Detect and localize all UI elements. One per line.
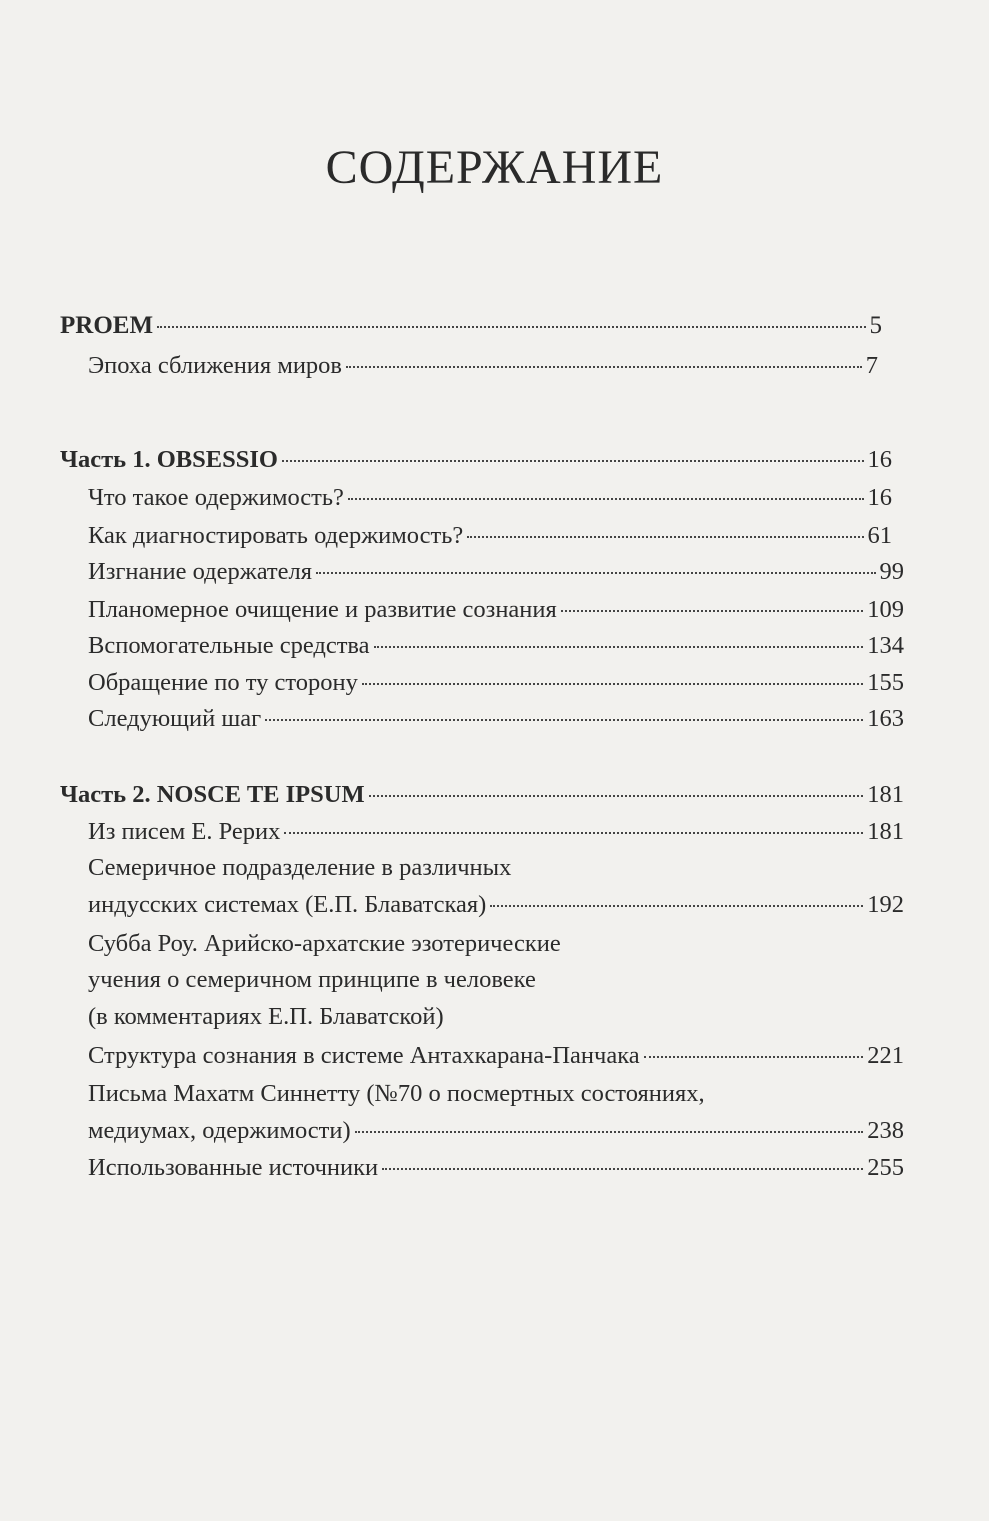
dot-leader xyxy=(369,795,864,797)
dot-leader xyxy=(362,683,863,685)
toc-label: индусских системах (Е.П. Блаватская) xyxy=(88,891,487,918)
toc-entry[interactable] xyxy=(88,484,892,512)
toc-entry[interactable] xyxy=(88,891,904,919)
toc-entry[interactable] xyxy=(88,596,904,624)
dot-leader xyxy=(467,536,863,538)
toc-label: Изгнание одержателя xyxy=(88,558,313,585)
dot-leader xyxy=(284,832,863,834)
dot-leader xyxy=(265,719,863,721)
toc-entry[interactable] xyxy=(88,632,904,660)
toc-entry[interactable] xyxy=(88,669,904,697)
dot-leader xyxy=(355,1131,864,1133)
toc-page-number: 181 xyxy=(867,781,904,808)
toc-label: PROEM xyxy=(60,312,154,339)
toc-label: Следующий шаг xyxy=(88,705,262,732)
toc-label: Часть 2. NOSCE TE IPSUM xyxy=(60,781,365,808)
toc-entry[interactable] xyxy=(88,705,904,733)
toc-page-number: 255 xyxy=(867,1154,904,1181)
dot-leader xyxy=(348,498,864,500)
page-title: СОДЕРЖАНИЕ xyxy=(325,141,664,194)
toc-label: Структура сознания в системе Антахкарана-Панчака xyxy=(88,1042,640,1069)
toc-entry[interactable] xyxy=(88,558,904,586)
toc-entry-proem[interactable] xyxy=(60,312,882,340)
toc-page-number: 238 xyxy=(867,1117,904,1144)
toc-entry-part-1[interactable] xyxy=(60,446,892,474)
toc-entry-line: Письма Махатм Синнетту (№70 о посмертных состояниях, xyxy=(88,1080,705,1107)
toc-label: Как диагностировать одержимость? xyxy=(88,522,464,549)
dot-leader xyxy=(644,1056,864,1058)
dot-leader xyxy=(157,326,865,328)
dot-leader xyxy=(316,572,875,574)
toc-entry[interactable] xyxy=(88,1154,904,1182)
toc-label: Эпоха сближения миров xyxy=(88,352,342,379)
toc-entry-line: Семеричное подразделение в различных xyxy=(88,854,512,881)
toc-label: Часть 1. OBSESSIO xyxy=(60,446,278,473)
toc-page-number: 5 xyxy=(869,312,882,339)
toc-page-number: 16 xyxy=(867,446,892,473)
dot-leader xyxy=(346,366,862,368)
toc-label: Обращение по ту сторону xyxy=(88,669,358,696)
dot-leader xyxy=(374,646,864,648)
toc-label: Из писем Е. Рерих xyxy=(88,818,281,845)
toc-page-number: 16 xyxy=(867,484,892,511)
toc-entry[interactable] xyxy=(88,1117,904,1145)
dot-leader xyxy=(382,1168,863,1170)
toc-page-number: 61 xyxy=(867,522,892,549)
toc-page-number: 221 xyxy=(867,1042,904,1069)
toc-page-number: 163 xyxy=(867,705,904,732)
toc-entry-part-2[interactable] xyxy=(60,781,904,809)
dot-leader xyxy=(490,905,863,907)
toc-page-number: 155 xyxy=(867,669,904,696)
toc-entry-line: учения о семеричном принципе в человеке xyxy=(88,966,536,993)
toc-page-number: 7 xyxy=(865,352,878,379)
toc-entry[interactable] xyxy=(88,818,904,846)
toc-page-number: 181 xyxy=(867,818,904,845)
toc-page-number: 134 xyxy=(867,632,904,659)
toc-label: Планомерное очищение и развитие сознания xyxy=(88,596,557,623)
toc-label: Использованные источники xyxy=(88,1154,379,1181)
toc-entry-line[interactable]: Субба Роу. Арийско-архатские эзотерические xyxy=(88,930,561,957)
dot-leader xyxy=(282,460,864,462)
toc-entry[interactable] xyxy=(88,522,892,550)
toc-label: медиумах, одержимости) xyxy=(88,1117,351,1144)
toc-page-number: 99 xyxy=(879,558,904,585)
toc-label: Вспомогательные средства xyxy=(88,632,370,659)
toc-entry[interactable] xyxy=(88,1042,904,1070)
toc-entry[interactable] xyxy=(88,352,878,380)
toc-page-number: 109 xyxy=(867,596,904,623)
toc-page-number: 192 xyxy=(867,891,904,918)
toc-entry-line: (в комментариях Е.П. Блаватской) xyxy=(88,1003,444,1030)
toc-label: Что такое одержимость? xyxy=(88,484,344,511)
dot-leader xyxy=(561,610,863,612)
